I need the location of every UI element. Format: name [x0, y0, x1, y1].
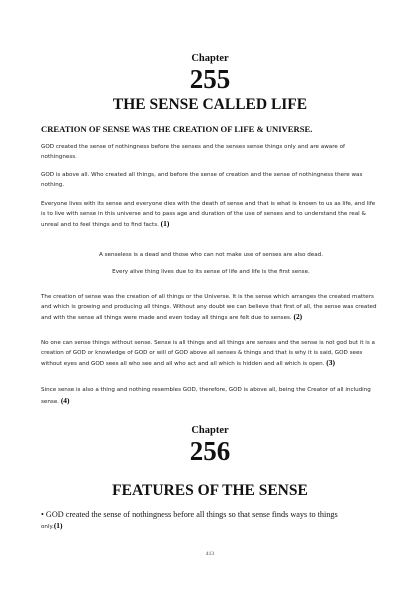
chapter-number: 255 [189, 64, 231, 94]
reference-marker: (3) [326, 358, 335, 368]
paragraph-centered: A senseless is a dead and those who can not make use of senses are also dead. [99, 252, 323, 258]
paragraph: GOD is above all. Who created all things, and before the sense of creation and the sense of nothingness there was nothing. [41, 172, 363, 188]
reference-marker: (1) [160, 219, 170, 229]
paragraph: GOD created the sense of nothingness before the senses and the senses sense things only and are aware of nothingness. [41, 144, 345, 160]
chapter-subheading: CREATION OF SENSE WAS THE CREATION OF LIFE & UNIVERSE. [41, 124, 313, 134]
paragraph: The creation of sense was the creation of all things or the Universe. It is the sense which arranges the created matters and which is growing and producing all things. Without any doubt we can believe that first of all, the sense was created and with the sense all things were made and even today all things are felt due to senses. (2) [41, 294, 377, 322]
chapter-title: THE SENSE CALLED LIFE [112, 96, 308, 113]
paragraph-centered: Every alive thing lives due to its sense of life and life is the first sense. [112, 269, 310, 275]
paragraph: Since sense is also a thing and nothing resembles GOD, therefore, GOD is above all, being the Creator of all including sense. (4) [41, 387, 371, 405]
page-number: 413 [205, 551, 215, 557]
bullet-item: • GOD created the sense of nothingness before all things so that sense finds ways to things only.(1) [41, 510, 338, 530]
paragraph: No one can sense things without sense. Sense is all things and all things are senses and the sense is not god but it is a creation of GOD or knowledge of GOD or will of GOD above all senses & things and that is why it is said, GOD sees without eyes and GOD sees all who see and all who act and all which is hidden and all which is open. (3) [41, 340, 375, 368]
reference-marker: (1) [53, 521, 63, 530]
chapter-label: Chapter [191, 425, 229, 436]
chapter-number: 256 [189, 436, 231, 466]
paragraph: Everyone lives with its sense and everyone dies with the death of sense and that is what is known to us as life, and life is to live with sense in this universe and to pass age and duration of the use of senses and to understand the real & unreal and to feel things and to find facts. (1) [41, 201, 376, 229]
reference-marker: (4) [60, 395, 70, 405]
reference-marker: (2) [293, 312, 303, 322]
chapter-label: Chapter [191, 53, 229, 64]
chapter-title: FEATURES OF THE SENSE [112, 482, 308, 499]
